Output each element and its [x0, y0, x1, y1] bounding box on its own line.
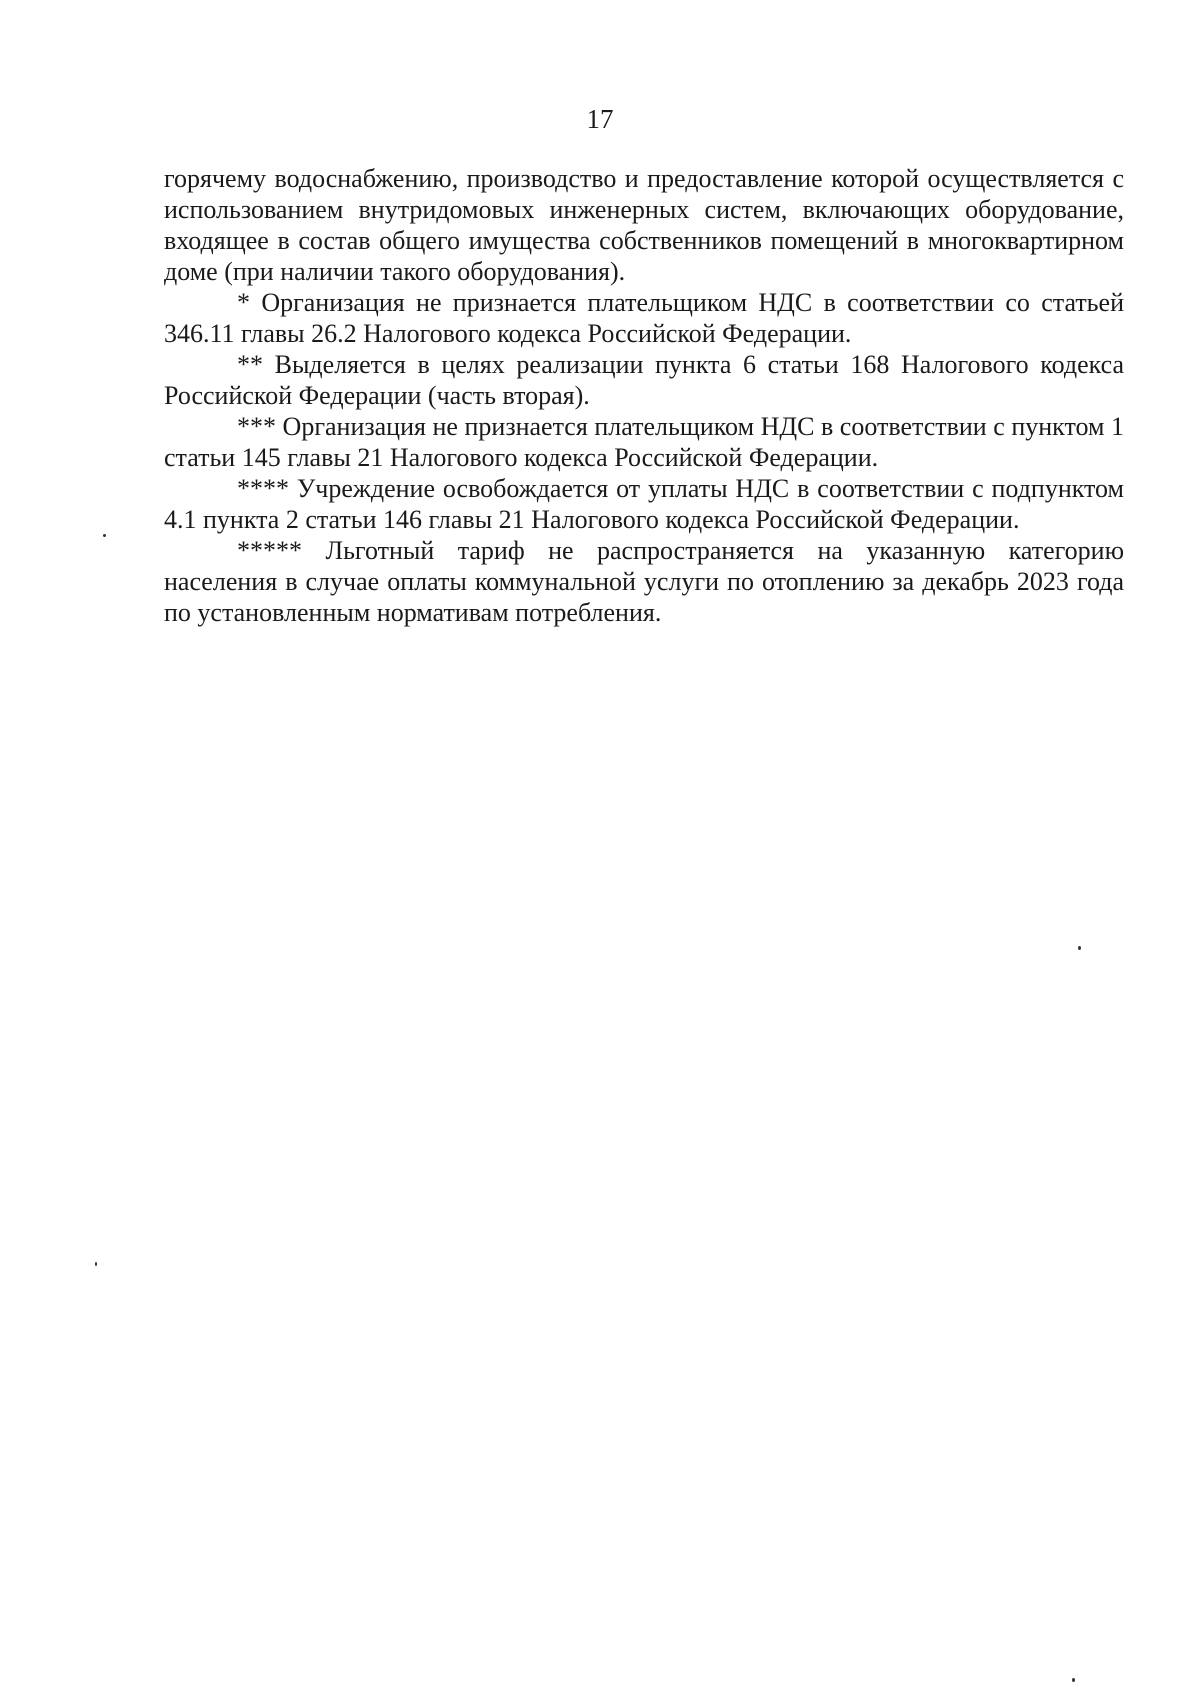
- scan-speck: [103, 534, 106, 537]
- page-number: 17: [586, 104, 614, 134]
- scan-speck: [1078, 946, 1081, 950]
- scan-speck: [1072, 1678, 1075, 1682]
- footnote-3: *** Организация не признается плательщиком НДС в соответствии с пунктом 1 статьи 145 главы 21 Налогового кодекса Российской Федерации.: [164, 412, 1124, 472]
- footnote-4: **** Учреждение освобождается от уплаты НДС в соответствии с подпунктом 4.1 пункта 2 статьи 146 главы 21 Налогового кодекса Российской Федерации.: [164, 474, 1124, 534]
- document-body: [164, 163, 1124, 628]
- footnote-5: ***** Льготный тариф не распространяется на указанную категорию населения в случае оплаты коммунальной услуги по отоплению за декабрь 2023 года по установленным нормативам потребления.: [164, 536, 1124, 627]
- footnote-1: * Организация не признается плательщиком НДС в соответствии со статьей 346.11 главы 26.2 Налогового кодекса Российской Федерации.: [164, 288, 1124, 348]
- footnote-2: ** Выделяется в целях реализации пункта 6 статьи 168 Налогового кодекса Российской Федерации (часть вторая).: [164, 350, 1124, 410]
- scan-speck: [95, 1262, 97, 1266]
- paragraph-continuation: горячему водоснабжению, производство и предоставление которой осуществляется с использованием внутридомовых инженерных систем, включающих оборудование, входящее в состав общего имущества собственников помещений в многоквартирном доме (при наличии такого оборудования).: [164, 164, 1124, 286]
